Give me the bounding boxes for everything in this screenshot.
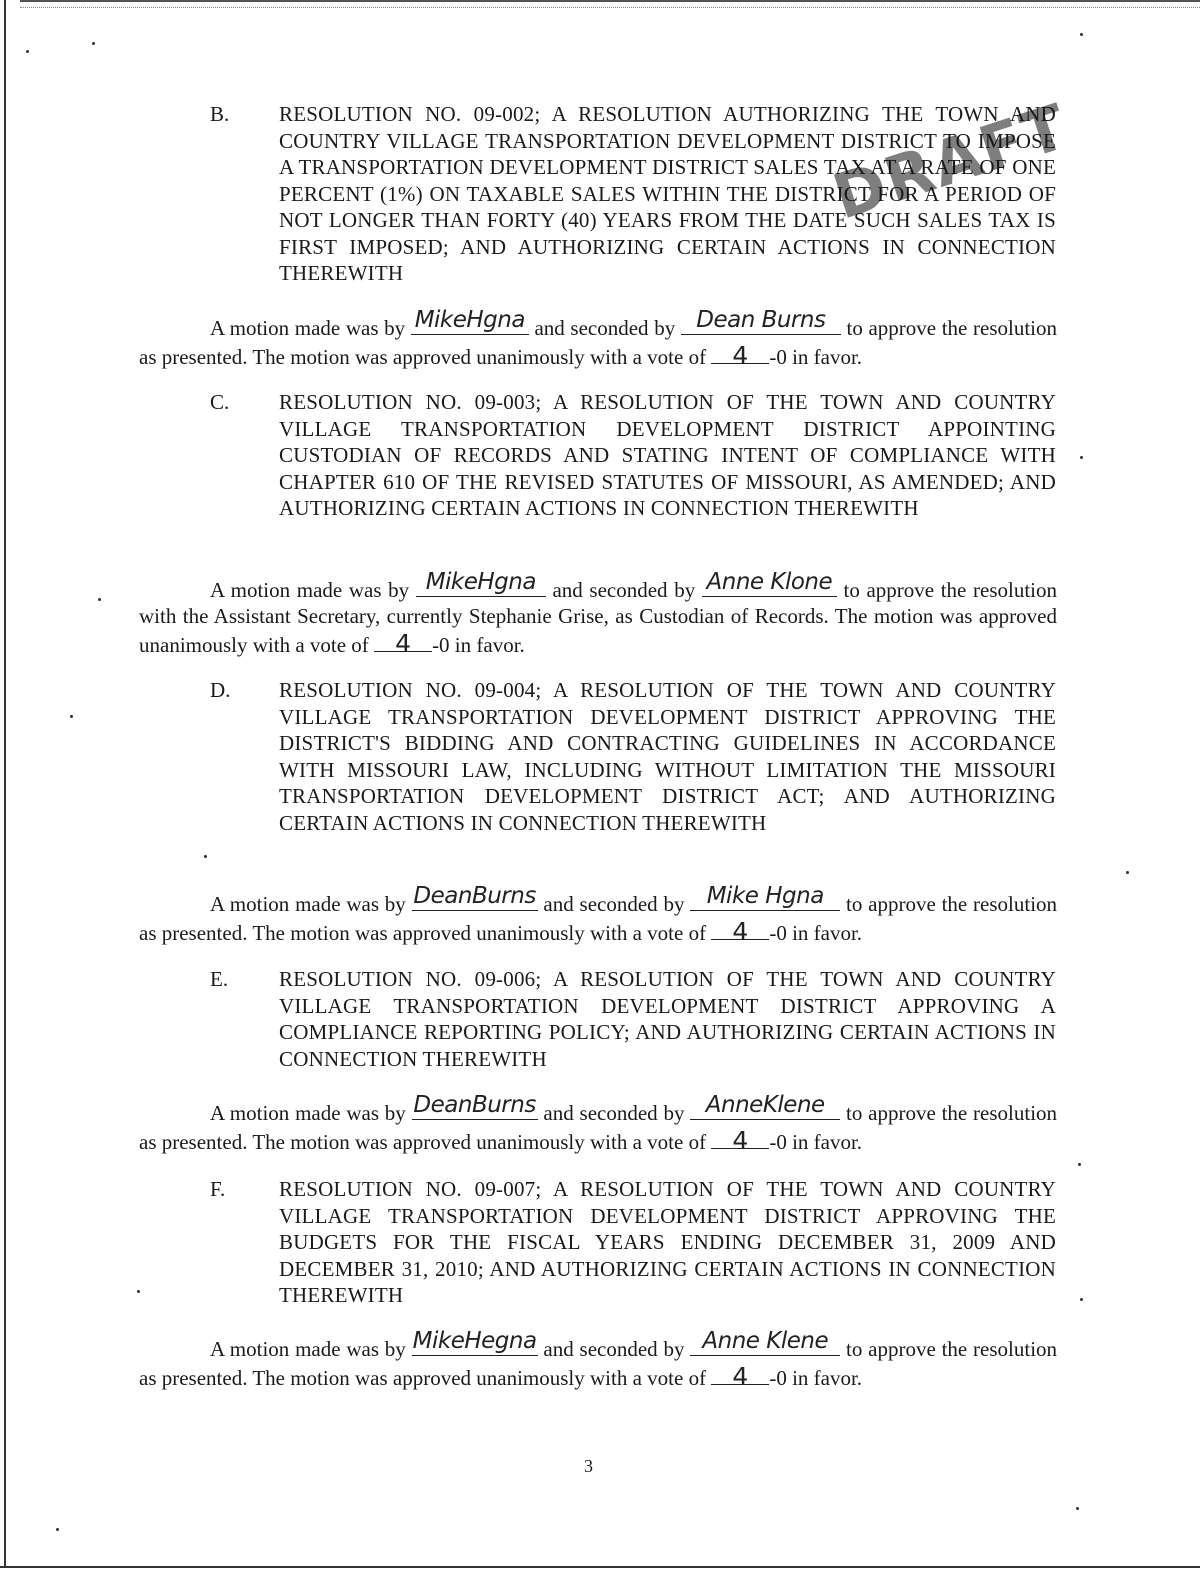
scan-speck: [1126, 871, 1129, 874]
seconder-signature-blank: [681, 307, 841, 335]
resolution-section-e: [210, 966, 1056, 1072]
vote-count-blank: [711, 341, 769, 370]
section-letter: F.: [210, 1177, 226, 1201]
mover-signature-blank: [416, 569, 546, 597]
scan-speck: [1080, 1298, 1083, 1301]
resolution-text: RESOLUTION NO. 09-006; A RESOLUTION OF THE TOWN AND COUNTRY VILLAGE TRANSPORTATION DEVELOPMENT DISTRICT APPROVING A COMPLIANCE REPORTING POLICY; AND AUTHORIZING CERTAIN ACTIONS IN CONNECTION THEREWITH: [279, 967, 1056, 1071]
seconder-signature-blank: [690, 1092, 840, 1120]
seconder-signature: Anne Klene: [702, 1328, 829, 1354]
motion-paragraph-f: A motion made was by MikeHegna and seconded by Anne Klene to approve the resolution as presented. The motion was approved unanimously with a vote of 4 -0 in favor.: [139, 1328, 1058, 1391]
mover-signature: MikeHegna: [412, 1328, 537, 1354]
vote-count-blank: [711, 917, 769, 946]
scan-speck: [1076, 1507, 1079, 1510]
seconder-signature-blank: [702, 569, 837, 597]
mover-signature-blank: [411, 307, 529, 335]
vote-count-blank: [711, 1126, 769, 1155]
resolution-text: RESOLUTION NO. 09-003; A RESOLUTION OF THE TOWN AND COUNTRY VILLAGE TRANSPORTATION DEVELOPMENT DISTRICT APPOINTING CUSTODIAN OF RECORDS AND STATING INTENT OF COMPLIANCE WITH CHAPTER 610 OF THE REVISED STATUTES OF MISSOURI, AS AMENDED; AND AUTHORIZING CERTAIN ACTIONS IN CONNECTION THEREWITH: [279, 390, 1056, 520]
mover-signature: DeanBurns: [413, 883, 536, 909]
motion-paragraph-b: A motion made was by MikeHgna and seconded by Dean Burns to approve the resolution as presented. The motion was approved unanimously with a vote of 4 -0 in favor.: [139, 307, 1058, 370]
resolution-section-d: [210, 677, 1056, 836]
mover-signature: MikeHgna: [414, 307, 525, 333]
mover-signature: DeanBurns: [413, 1092, 536, 1118]
seconder-signature: Dean Burns: [696, 307, 826, 333]
vote-count: 4: [732, 341, 749, 370]
mover-signature: MikeHgna: [425, 569, 536, 595]
motion-paragraph-e: A motion made was by DeanBurns and seconded by AnneKlene to approve the resolution as presented. The motion was approved unanimously with a vote of 4 -0 in favor.: [139, 1092, 1058, 1155]
resolution-text: RESOLUTION NO. 09-004; A RESOLUTION OF THE TOWN AND COUNTRY VILLAGE TRANSPORTATION DEVELOPMENT DISTRICT APPROVING THE DISTRICT'S BIDDING AND CONTRACTING GUIDELINES IN ACCORDANCE WITH MISSOURI LAW, INCLUDING WITHOUT LIMITATION THE MISSOURI TRANSPORTATION DEVELOPMENT DISTRICT ACT; AND AUTHORIZING CERTAIN ACTIONS IN CONNECTION THEREWITH: [279, 678, 1056, 835]
scan-speck: [92, 42, 95, 45]
section-letter: D.: [210, 678, 231, 702]
top-border: [20, 0, 1200, 8]
section-letter: B.: [210, 102, 230, 126]
vote-count: 4: [732, 1362, 749, 1391]
bottom-border: [0, 1566, 1200, 1568]
vote-count-blank: [711, 1362, 769, 1391]
seconder-signature: Anne Klone: [706, 569, 833, 595]
section-letter: E.: [210, 967, 229, 991]
scan-speck: [137, 1290, 140, 1293]
scan-speck: [70, 715, 73, 718]
scan-speck: [26, 50, 29, 53]
mover-signature-blank: [412, 1092, 538, 1120]
motion-paragraph-c: A motion made was by MikeHgna and seconded by Anne Klone to approve the resolution with the Assistant Secretary, currently Stephanie Grise, as Custodian of Records. The motion was approved unanimously with a vote of 4 -0 in favor.: [139, 569, 1058, 658]
seconder-signature: Mike Hgna: [706, 883, 824, 909]
vote-count: 4: [732, 917, 749, 946]
section-letter: C.: [210, 390, 230, 414]
seconder-signature: AnneKlene: [705, 1092, 825, 1118]
motion-paragraph-d: A motion made was by DeanBurns and seconded by Mike Hgna to approve the resolution as presented. The motion was approved unanimously with a vote of 4 -0 in favor.: [139, 883, 1058, 946]
scan-speck: [1080, 456, 1083, 459]
scan-speck: [204, 855, 207, 858]
resolution-text: RESOLUTION NO. 09-002; A RESOLUTION AUTHORIZING THE TOWN AND COUNTRY VILLAGE TRANSPORTATION DEVELOPMENT DISTRICT TO IMPOSE A TRANSPORTATION DEVELOPMENT DISTRICT SALES TAX AT A RATE OF ONE PERCENT (1%) ON TAXABLE SALES WITHIN THE DISTRICT FOR A PERIOD OF NOT LONGER THAN FORTY (40) YEARS FROM THE DATE SUCH SALES TAX IS FIRST IMPOSED; AND AUTHORIZING CERTAIN ACTIONS IN CONNECTION THEREWITH: [279, 102, 1056, 285]
draft-stamp: DRAFT: [824, 89, 1078, 234]
resolution-section-f: [210, 1176, 1056, 1309]
seconder-signature-blank: [690, 1328, 840, 1356]
scan-speck: [1080, 33, 1083, 36]
vote-count: 4: [732, 1126, 749, 1155]
mover-signature-blank: [412, 1328, 538, 1356]
resolution-text: RESOLUTION NO. 09-007; A RESOLUTION OF THE TOWN AND COUNTRY VILLAGE TRANSPORTATION DEVELOPMENT DISTRICT APPROVING THE BUDGETS FOR THE FISCAL YEARS ENDING DECEMBER 31, 2009 AND DECEMBER 31, 2010; AND AUTHORIZING CERTAIN ACTIONS IN CONNECTION THEREWITH: [279, 1177, 1056, 1307]
vote-count: 4: [395, 629, 412, 658]
vote-count-blank: [374, 629, 432, 658]
left-border: [4, 0, 6, 1568]
scan-speck: [98, 598, 101, 601]
seconder-signature-blank: [690, 883, 840, 911]
scan-speck: [56, 1528, 59, 1531]
mover-signature-blank: [412, 883, 538, 911]
resolution-section-c: [210, 389, 1056, 522]
page-number: 3: [584, 1456, 593, 1476]
scan-speck: [1078, 1163, 1081, 1166]
